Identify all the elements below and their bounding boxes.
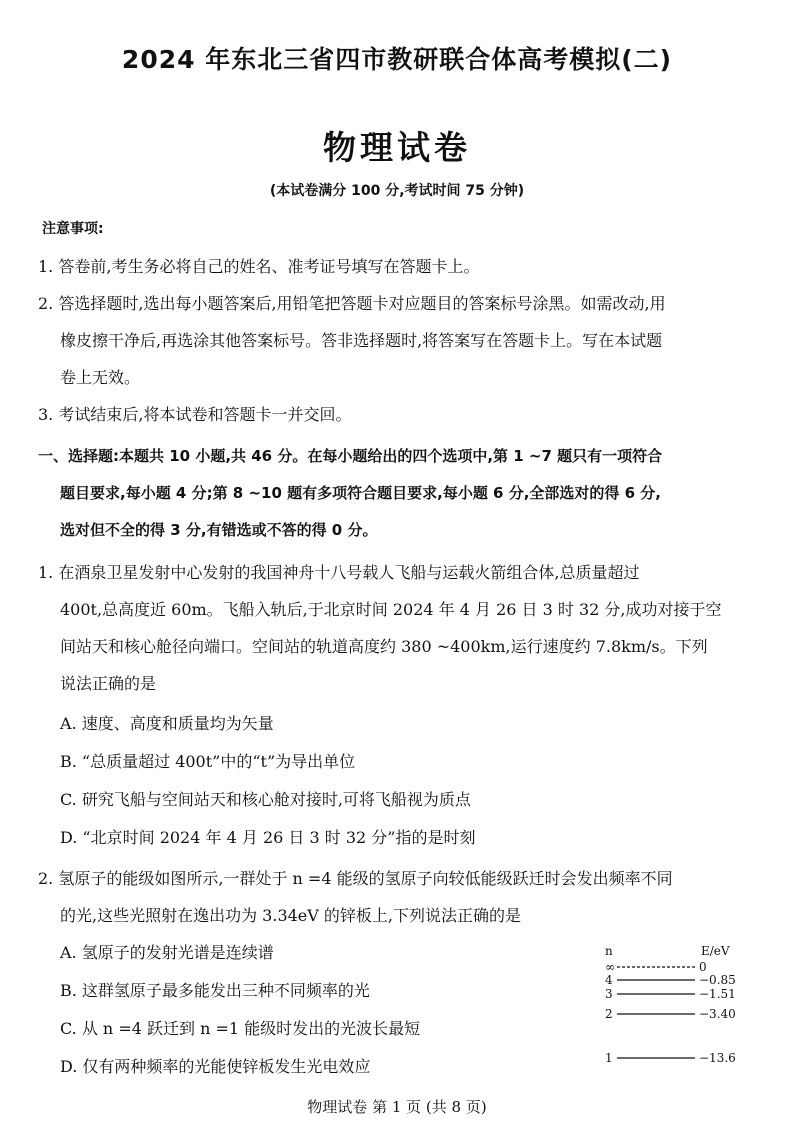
notice-item-2-line-1: 2. 答选择题时,选出每小题答案后,用铅笔把答题卡对应题目的答案标号涂黑。如需改动,用: [38, 294, 666, 313]
question-2-stem-line-1: 2. 氢原子的能级如图所示,一群处于 n =4 能级的氢原子向较低能级跃迁时会发出频率不同: [38, 869, 673, 888]
exam-note: (本试卷满分 100 分,考试时间 75 分钟): [269, 183, 525, 199]
level-n-label: 2: [605, 1007, 613, 1021]
subject-title: 物理试卷: [323, 128, 471, 167]
notice-heading: 注意事项:: [42, 221, 104, 237]
question-2-option-a: A. 氢原子的发射光谱是连续谱: [60, 943, 274, 962]
page-footer: 物理试卷 第 1 页 (共 8 页): [307, 1098, 487, 1116]
question-1-option-b: B. “总质量超过 400t”中的“t”为导出单位: [60, 752, 356, 771]
level-energy-label: 0: [699, 960, 707, 974]
question-2-option-b: B. 这群氢原子最多能发出三种不同频率的光: [60, 981, 370, 1000]
question-1-stem-line-3: 间站天和核心舱径向端口。空间站的轨道高度约 380 ~400km,运行速度约 7.8km/s。下列: [60, 637, 708, 656]
question-2-option-d: D. 仅有两种频率的光能使锌板发生光电效应: [60, 1057, 371, 1076]
diagram-energy-header: E/eV: [701, 944, 730, 958]
diagram-n-header: n: [605, 944, 613, 958]
question-1-stem-line-4: 说法正确的是: [60, 674, 157, 693]
level-energy-label: −13.6: [699, 1051, 736, 1065]
question-1-stem-line-2: 400t,总高度近 60m。飞船入轨后,于北京时间 2024 年 4 月 26 日 3 时 32 分,成功对接于空: [60, 600, 722, 619]
section-instructions-line-2: 题目要求,每小题 4 分;第 8 ~10 题有多项符合题目要求,每小题 6 分,全部选对的得 6 分,: [60, 484, 661, 502]
notice-item-2-line-2: 橡皮擦干净后,再选涂其他答案标号。答非选择题时,将答案写在答题卡上。写在本试题: [60, 331, 663, 350]
question-1-stem-line-1: 1. 在酒泉卫星发射中心发射的我国神舟十八号载人飞船与运载火箭组合体,总质量超过: [38, 563, 640, 582]
notice-item-3: 3. 考试结束后,将本试卷和答题卡一并交回。: [38, 405, 352, 424]
notice-item-2-line-3: 卷上无效。: [60, 368, 141, 387]
level-n-label: ∞: [605, 960, 615, 974]
question-1-option-d: D. “北京时间 2024 年 4 月 26 日 3 时 32 分”指的是时刻: [60, 828, 476, 847]
level-energy-label: −1.51: [699, 987, 736, 1001]
section-instructions-line-1: 一、选择题:本题共 10 小题,共 46 分。在每小题给出的四个选项中,第 1 ~7 题只有一项符合: [38, 447, 663, 465]
question-1-option-a: A. 速度、高度和质量均为矢量: [60, 714, 274, 733]
energy-levels: [605, 960, 736, 1065]
level-n-label: 3: [605, 987, 613, 1001]
question-2-stem-line-2: 的光,这些光照射在逸出功为 3.34eV 的锌板上,下列说法正确的是: [60, 906, 521, 925]
question-1-option-c: C. 研究飞船与空间站天和核心舱对接时,可将飞船视为质点: [60, 790, 471, 809]
level-energy-label: −0.85: [699, 973, 736, 987]
level-n-label: 4: [605, 973, 613, 987]
section-instructions-line-3: 选对但不全的得 3 分,有错选或不答的得 0 分。: [60, 521, 378, 539]
level-energy-label: −3.40: [699, 1007, 736, 1021]
notice-item-1: 1. 答卷前,考生务必将自己的姓名、准考证号填写在答题卡上。: [38, 257, 480, 276]
energy-level-diagram: [595, 942, 745, 1072]
level-n-label: 1: [605, 1051, 613, 1065]
question-2-option-c: C. 从 n =4 跃迁到 n =1 能级时发出的光波长最短: [60, 1019, 421, 1038]
exam-title: 2024 年东北三省四市教研联合体高考模拟(二): [121, 45, 673, 74]
